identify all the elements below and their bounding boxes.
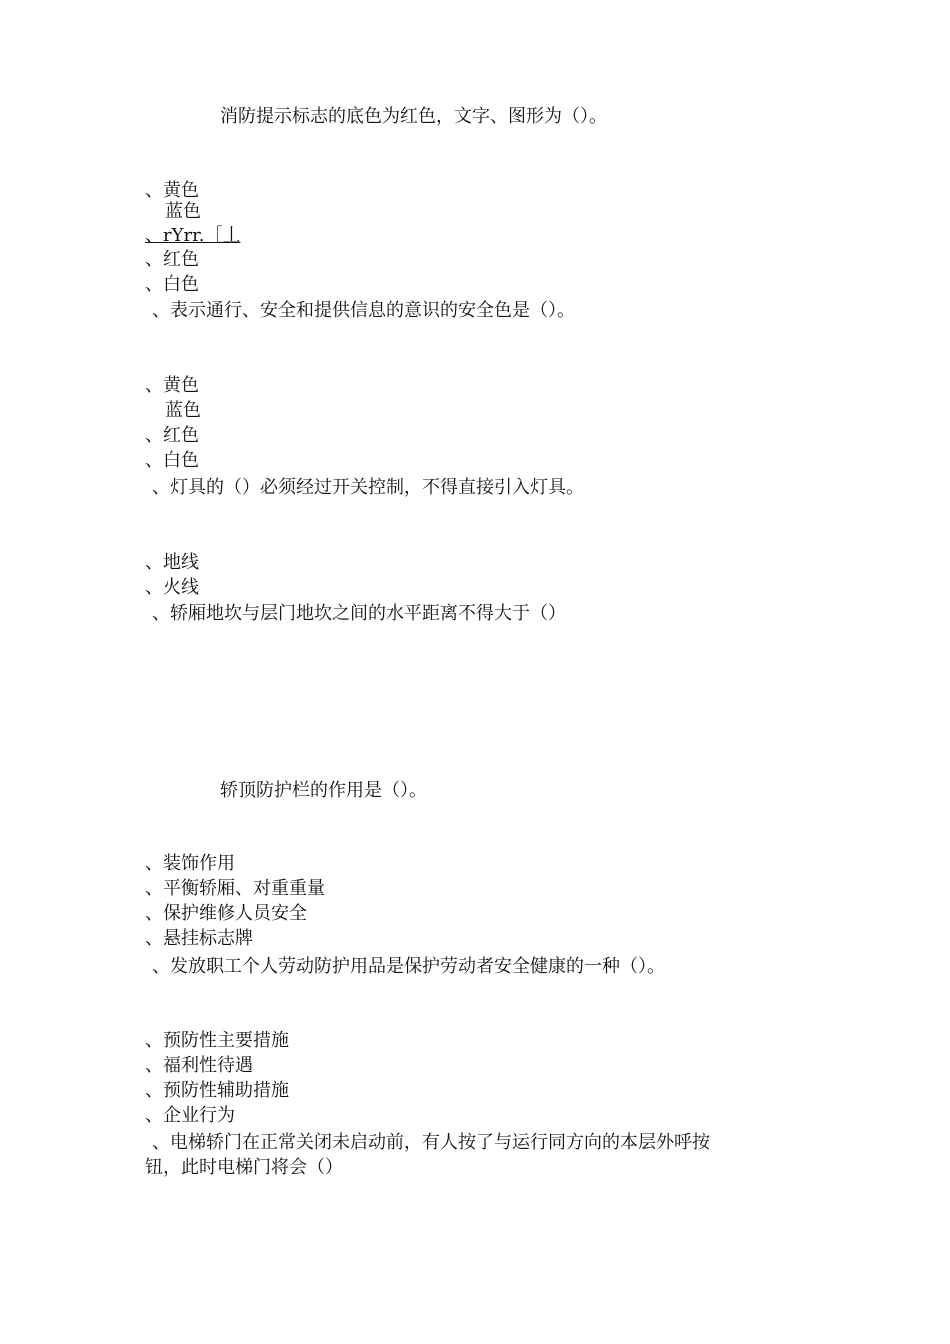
option-6d: 、企业行为	[145, 1105, 235, 1126]
question-4: 、轿厢地坎与层门地坎之间的水平距离不得大于（）	[152, 603, 566, 624]
option-1a: 、黄色	[145, 180, 199, 201]
option-1e: 、白色	[145, 274, 199, 295]
option-5d: 、悬挂标志牌	[145, 928, 253, 949]
question-7-line-2: 钮，此时电梯门将会（）	[145, 1157, 343, 1178]
option-6b: 、福利性待遇	[145, 1055, 253, 1076]
option-1d: 、红色	[145, 249, 199, 270]
option-5b: 、平衡轿厢、对重重量	[145, 878, 325, 899]
question-7-line-1: 、电梯轿门在正常关闭未启动前，有人按了与运行同方向的本层外呼按	[152, 1132, 710, 1153]
option-2c: 、红色	[145, 425, 199, 446]
option-5a: 、装饰作用	[145, 853, 235, 874]
option-2b: 蓝色	[165, 400, 201, 421]
option-6a: 、预防性主要措施	[145, 1030, 289, 1051]
option-3b: 、火线	[145, 577, 199, 598]
option-6c: 、预防性辅助措施	[145, 1080, 289, 1101]
option-1c: 、rYrr.［丄	[145, 225, 241, 246]
question-6: 、发放职工个人劳动防护用品是保护劳动者安全健康的一种（）。	[152, 956, 665, 977]
option-1b: 蓝色	[165, 201, 201, 222]
question-1: 消防提示标志的底色为红色，文字、图形为（）。	[220, 106, 607, 127]
option-3a: 、地线	[145, 552, 199, 573]
option-5c: 、保护维修人员安全	[145, 903, 307, 924]
question-3: 、灯具的（）必须经过开关控制，不得直接引入灯具。	[152, 477, 584, 498]
question-2: 、表示通行、安全和提供信息的意识的安全色是（）。	[152, 300, 575, 321]
question-5: 轿顶防护栏的作用是（）。	[220, 780, 427, 801]
option-2a: 、黄色	[145, 375, 199, 396]
option-2d: 、白色	[145, 450, 199, 471]
